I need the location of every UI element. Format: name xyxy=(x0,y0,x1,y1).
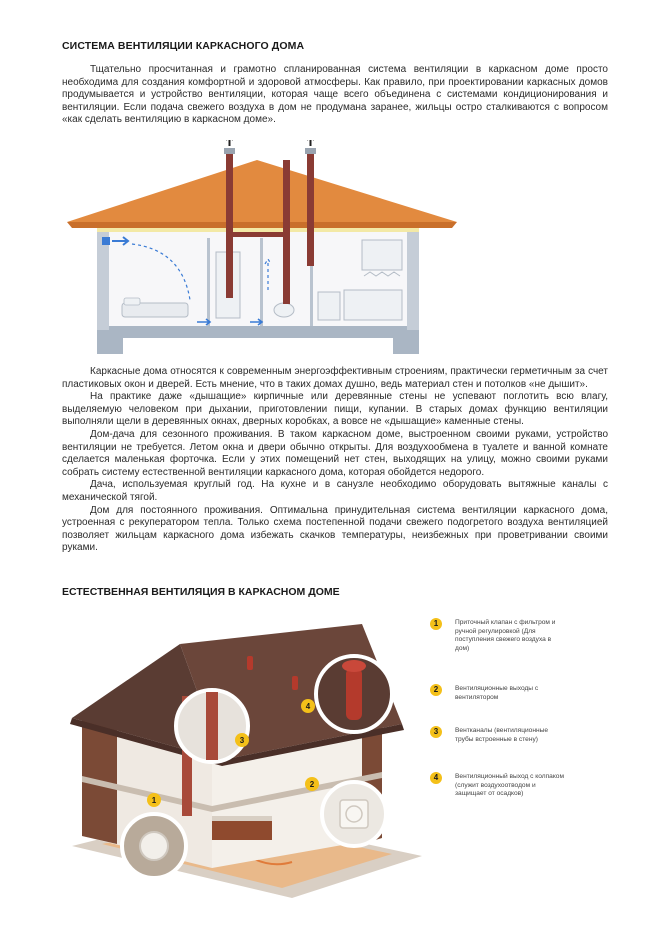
fan-outlet-detail xyxy=(340,800,368,828)
paragraph-3: Дом-дача для сезонного проживания. В таком каркасном доме, выстроенном своими руками, устройство вентиляции не требуется. Летом окна и двери обычно открыты. Для воздухообмена в туалете и ванной комнате сделается маленькая форточка. Если у этих помещений нет стен, выходящих на улицу, можно своими руками собрать систему естественной вентиляции каркасного дома, которая обойдется недорого. xyxy=(62,428,608,478)
stove xyxy=(318,292,340,320)
marker-2-label: 2 xyxy=(309,780,315,789)
kitchen-lower-cabinets xyxy=(344,290,402,320)
foundation-right-pier xyxy=(393,336,419,354)
marker-2 xyxy=(305,777,319,791)
marker-4 xyxy=(301,699,315,713)
marker-4-label: 4 xyxy=(305,702,311,711)
legend-text-3: Вентканалы (вентиляционные трубы встроенные в стену) xyxy=(455,727,549,743)
legend-badge-4: 4 xyxy=(430,772,442,784)
vent-pipe-3-cap xyxy=(305,148,316,154)
paragraph-1: Каркасные дома относятся к современным энергоэффективным строениям, практически герметичным за счет пластиковых окон и дверей. Есть мнение, что в таких домах душно, ведь материал стен и потолков «не дышит». xyxy=(62,366,608,390)
vent-pipe-1-cap xyxy=(224,148,235,154)
kitchen-counter xyxy=(212,816,272,821)
vent-duct-horizontal xyxy=(226,232,286,237)
kitchen-upper-cabinets xyxy=(362,240,402,270)
bed-pillow xyxy=(124,298,140,305)
intro-text: Тщательно просчитанная и грамотно спланированная система вентиляции в каркасном доме просто необходима для создания комфортной и здоровой атмосферы. Как правило, при проектировании каркасных домов продумывается и устройство вентиляции, которая чаще всего объединена с системами кондиционирования и вентиляции. Если подача свежего воздуха в дом не продумана заранее, жильцы остро сталкиваются с вопросом «как сделать вентиляцию в каркасном доме». xyxy=(62,64,608,126)
intro-paragraph xyxy=(62,64,608,127)
partition-1 xyxy=(207,238,210,326)
marker-3 xyxy=(235,733,249,747)
vent-channel-detail xyxy=(206,692,218,760)
legend-text-2: Вентиляционные выходы с вентилятором xyxy=(455,685,539,701)
roof-cap-detail xyxy=(346,668,362,720)
exhaust-arrow-1 xyxy=(226,140,233,146)
roof-cap-top xyxy=(342,660,366,672)
section-title-natural-ventilation: ЕСТЕСТВЕННАЯ ВЕНТИЛЯЦИЯ В КАРКАСНОМ ДОМЕ xyxy=(62,586,340,598)
roof xyxy=(67,160,457,222)
paragraph-5: Дом для постоянного проживания. Оптимальна принудительная система вентиляции каркасного дома, устроенная с рекуператором тепла. Только схема постепенной подачи свежего подогретого воздуха вентиляцией позволяет жильцам каркасного дома избежать скачков температуры, неизбежных при проветривании своими руками. xyxy=(62,504,608,554)
toilet xyxy=(274,303,294,317)
partition-2 xyxy=(260,238,263,326)
roof-vent-cap-1 xyxy=(247,656,253,670)
vent-pipe-3 xyxy=(307,148,314,266)
legend-badge-3: 3 xyxy=(430,726,442,738)
foundation-left-pier xyxy=(97,336,123,354)
legend-badge-2: 2 xyxy=(430,684,442,696)
exhaust-arrow-2 xyxy=(307,140,314,146)
marker-1 xyxy=(147,793,161,807)
roof-vent-cap-2 xyxy=(292,676,298,690)
inlet-valve xyxy=(102,237,110,245)
inlet-valve-detail xyxy=(140,832,168,860)
paragraph-2: На практике даже «дышащие» кирпичные или деревянные стены не успевают поглотить всю влагу, выделяемую человеком при дыхании, приготовлении пищи, купании. В старых домах функцию вентиляции выполняли щели в деревянных окнах, дверных коробках, а вовсе не «дышащие» каменные стены. xyxy=(62,391,608,428)
legend-badge-1: 1 xyxy=(430,618,442,630)
marker-3-label: 3 xyxy=(239,736,245,745)
legend-text-1: Приточный клапан с фильтром и ручной регулировкой (Для поступления свежего воздуха в дом) xyxy=(455,619,556,652)
legend-text-4: Вентиляционный выход с колпаком (служит воздухоотводом и защищает от осадков) xyxy=(455,773,565,798)
right-wall xyxy=(407,230,419,330)
house-cross-section-diagram xyxy=(62,140,462,358)
house-3d-illustration xyxy=(62,606,432,906)
vent-pipe-1 xyxy=(226,148,233,298)
section-title-ventilation-system: СИСТЕМА ВЕНТИЛЯЦИИ КАРКАСНОГО ДОМА xyxy=(62,40,305,52)
roof-eave xyxy=(67,222,457,228)
body-text xyxy=(62,366,608,555)
house-foundation xyxy=(97,326,419,338)
marker-1-label: 1 xyxy=(151,796,157,805)
paragraph-4: Дача, используемая круглый год. На кухне и в санузле необходимо оборудовать вытяжные каналы с механической тягой. xyxy=(62,479,608,503)
kitchen-cabinets xyxy=(212,820,272,840)
